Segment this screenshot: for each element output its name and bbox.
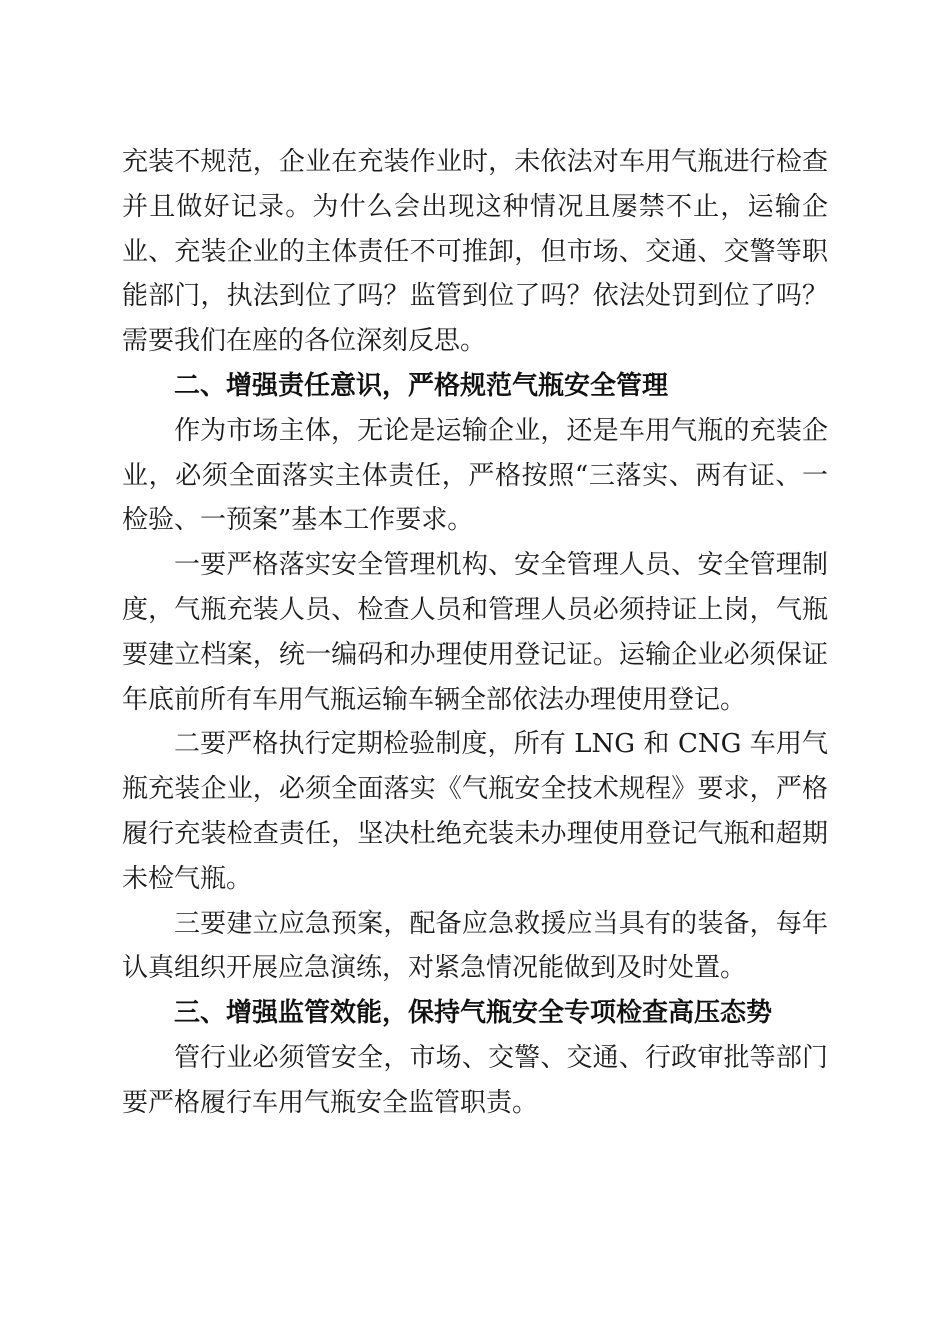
paragraph-supervision: 管行业必须管安全，市场、交警、交通、行政审批等部门要严格履行车用气瓶安全监管职责。: [122, 1042, 828, 1118]
paragraph-requirement-one: 一要严格落实安全管理机构、安全管理人员、安全管理制度，气瓶充装人员、检查人员和管理人员必须持证上岗，气瓶要建立档案，统一编码和办理使用登记证。运输企业必须保证年底前所有车用气瓶运输车辆全部依法办理使用登记。: [122, 550, 828, 715]
paragraph-continuation: 充装不规范，企业在充装作业时，未依法对车用气瓶进行检查并且做好记录。为什么会出现这种情况且屡禁不止，运输企业、充装企业的主体责任不可推卸，但市场、交通、交警等职能部门，执法到位了吗？监管到位了吗？依法处罚到位了吗？需要我们在座的各位深刻反思。: [122, 147, 828, 357]
paragraph-subject-responsibility: 作为市场主体，无论是运输企业，还是车用气瓶的充装企业，必须全面落实主体责任，严格按照“三落实、两有证、一检验、一预案”基本工作要求。: [122, 415, 828, 536]
document-body: [122, 140, 828, 1126]
paragraph-requirement-three: 三要建立应急预案，配备应急救援应当具有的装备，每年认真组织开展应急演练，对紧急情况能做到及时处置。: [122, 908, 828, 984]
paragraph-requirement-two: 二要严格执行定期检验制度，所有 LNG 和 CNG 车用气瓶充装企业，必须全面落实《气瓶安全技术规程》要求，严格履行充装检查责任，坚决杜绝充装未办理使用登记气瓶和超期未检气瓶。: [122, 729, 828, 894]
section-heading-two: 二、增强责任意识，严格规范气瓶安全管理: [174, 370, 669, 401]
section-heading-three: 三、增强监管效能，保持气瓶安全专项检查高压态势: [174, 998, 773, 1029]
